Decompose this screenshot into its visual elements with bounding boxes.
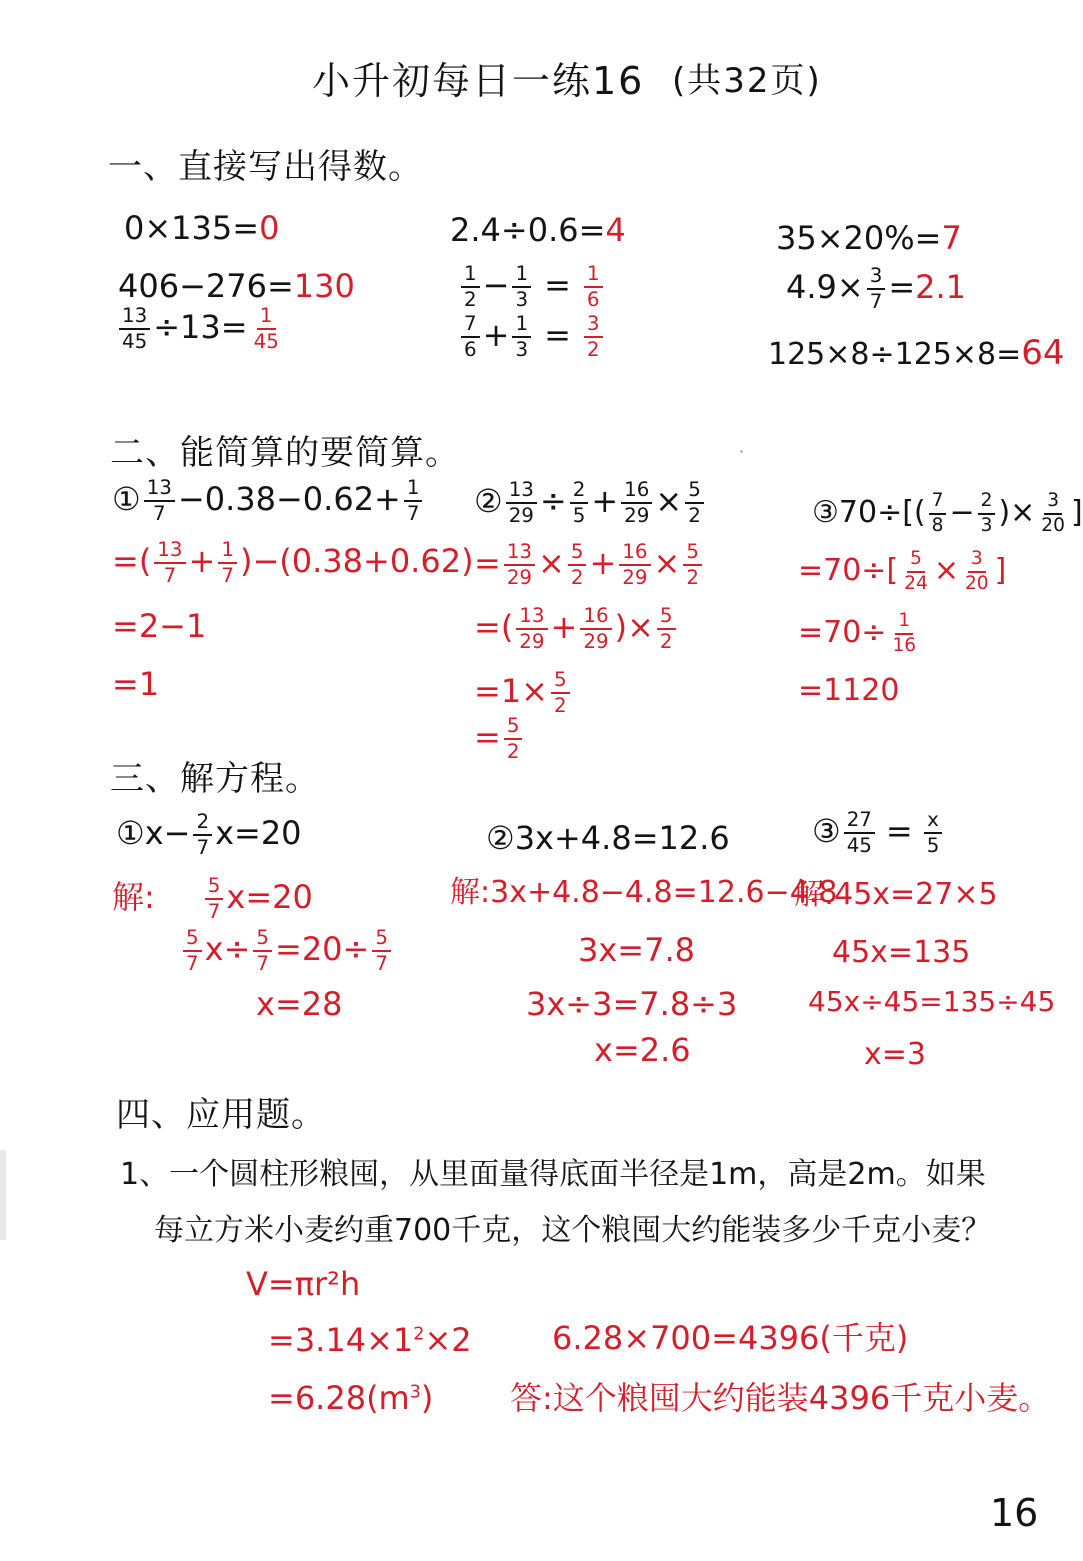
page-number: 16 <box>990 1491 1039 1535</box>
frac <box>924 810 943 856</box>
eq: = <box>888 267 916 306</box>
s1-c2-row2 <box>458 264 606 310</box>
s3-p2-step2: 3x=7.8 <box>578 931 695 969</box>
s4-step2 <box>268 1321 472 1359</box>
s2-p3-step3: =1120 <box>798 673 900 708</box>
num: 1 <box>218 540 237 564</box>
num: 3 <box>584 314 603 338</box>
den: 2 <box>506 739 520 763</box>
s4-question-line1: 1、一个圆柱形粮囤，从里面量得底面半径是1m，高是2m。如果 <box>120 1157 986 1192</box>
expr: )× <box>614 607 654 646</box>
den: 3 <box>980 514 993 536</box>
expr: )−(0.38+0.62) <box>239 541 474 580</box>
den: 2 <box>570 565 584 589</box>
s1-c2-row1 <box>450 211 626 249</box>
den: 8 <box>931 514 944 536</box>
op: + <box>482 315 510 354</box>
frac <box>551 670 570 716</box>
den: 7 <box>869 289 883 313</box>
eq: = <box>544 315 571 354</box>
s3-p1-step1 <box>112 876 313 922</box>
op: × <box>655 481 683 520</box>
frac <box>683 542 702 588</box>
den: 29 <box>506 565 533 589</box>
solution-label: 解: <box>112 877 155 916</box>
den: 7 <box>256 951 269 975</box>
s4-step3 <box>268 1379 434 1417</box>
num: 13 <box>516 606 547 630</box>
s3-p2-step3: 3x÷3=7.8÷3 <box>526 985 738 1023</box>
num: 13 <box>154 540 185 564</box>
problem-number: ② <box>486 819 515 857</box>
num: 5 <box>683 542 702 566</box>
den: 2 <box>659 629 673 653</box>
problem-number: ① <box>116 813 145 852</box>
s2-p1-step1 <box>112 540 474 586</box>
num: 5 <box>568 542 587 566</box>
frac <box>218 540 237 586</box>
num: 3 <box>968 550 986 573</box>
op: + <box>591 481 619 520</box>
page-count: (共32页) <box>672 61 822 101</box>
scan-speck <box>740 450 743 453</box>
frac <box>504 542 535 588</box>
s2-p2-step3 <box>474 670 573 716</box>
s2-p2-step2 <box>474 606 679 652</box>
s4-question-line2: 每立方米小麦约重700千克，这个粮囤大约能装多少千克小麦？ <box>154 1213 992 1248</box>
expr: =( <box>474 607 514 646</box>
section1-heading: 一、直接写出得数。 <box>108 147 423 187</box>
den: 7 <box>186 951 199 975</box>
s1-c1-row3 <box>116 306 285 352</box>
frac <box>512 314 531 360</box>
page-title: 小升初每日一练16 <box>312 59 645 103</box>
expr: = <box>474 717 501 756</box>
op: × <box>538 543 565 582</box>
s2-p1-problem <box>112 478 425 524</box>
exponent: 3 <box>409 1382 421 1403</box>
expr: =70÷[ <box>798 553 899 589</box>
op: × <box>653 543 681 582</box>
den: 6 <box>464 337 477 361</box>
op: × <box>933 553 959 589</box>
den: 2 <box>464 287 477 311</box>
den: 7 <box>163 563 177 587</box>
s1-c2-a2-fraction <box>584 264 603 310</box>
op: ÷ <box>539 481 567 520</box>
num: 5 <box>205 876 224 900</box>
problem-number: ① <box>112 479 141 518</box>
den: 7 <box>152 501 166 525</box>
s3-p1-step2 <box>180 928 394 974</box>
num: 1 <box>584 264 603 288</box>
den: 20 <box>964 572 989 594</box>
num: 5 <box>504 716 523 740</box>
s2-p2-step4 <box>474 716 525 762</box>
s1-c1-a1: 0 <box>259 209 280 247</box>
s1-c1-q3-op: ÷13= <box>153 307 248 346</box>
expr: =3.14×1 <box>268 1321 414 1359</box>
frac <box>978 492 996 535</box>
expr: =70÷ <box>798 615 887 651</box>
expr: =1× <box>474 671 548 710</box>
s1-c2-a3-fraction <box>584 314 603 360</box>
frac <box>193 812 212 858</box>
den: 29 <box>622 565 648 589</box>
section4-heading: 四、应用题。 <box>116 1095 326 1135</box>
frac <box>372 928 391 974</box>
expr: −0.38−0.62+ <box>177 479 401 518</box>
s2-p1-step2: =2−1 <box>112 607 207 645</box>
s4-step1: V=πr²h <box>246 1265 361 1303</box>
den: 7 <box>207 899 221 923</box>
expr: =20÷ <box>275 929 370 968</box>
num: 5 <box>685 480 704 504</box>
s1-c2-row3 <box>458 314 606 360</box>
s1-c1-row2 <box>118 267 355 305</box>
den: 20 <box>1041 514 1065 536</box>
num: 1 <box>895 612 913 635</box>
s2-p1-step3: =1 <box>112 665 160 703</box>
s4-answer: 答:这个粮囤大约能装4396千克小麦。 <box>510 1379 1051 1417</box>
num: 1 <box>257 306 276 330</box>
s1-c1-row1 <box>124 209 280 247</box>
num: 2 <box>193 812 212 836</box>
s2-p2-step1 <box>474 542 705 588</box>
s3-p1-problem <box>116 812 302 858</box>
op: + <box>550 607 578 646</box>
num: 5 <box>253 928 272 952</box>
num: 27 <box>844 810 875 834</box>
s1-c3-q1: 35×20%= <box>776 219 942 257</box>
frac <box>1038 492 1068 535</box>
eq: = <box>885 811 913 850</box>
eq: = <box>474 543 501 582</box>
s3-p3-problem <box>812 810 945 856</box>
op: + <box>589 543 617 582</box>
num: 5 <box>551 670 570 694</box>
section2-heading: 二、能简算的要简算。 <box>110 433 460 473</box>
expr: x− <box>144 813 191 852</box>
s1-c2-q1: 2.4÷0.6= <box>450 211 606 249</box>
frac <box>580 606 611 652</box>
den: 3 <box>515 337 529 361</box>
s1-c3-q3: 125×8÷125×8= <box>768 337 1022 372</box>
den: 6 <box>586 287 600 311</box>
num: 13 <box>119 306 150 330</box>
den: 29 <box>508 503 534 527</box>
s1-c3-a2: 2.1 <box>915 267 967 306</box>
problem-number: ③ <box>812 495 839 531</box>
den: 5 <box>572 503 586 527</box>
num: 16 <box>580 606 611 630</box>
frac <box>621 480 652 526</box>
den: 29 <box>583 629 609 653</box>
s2-p3-problem <box>812 492 1083 535</box>
expr: ] <box>994 553 1007 589</box>
eq: = <box>544 265 571 304</box>
den: 2 <box>688 503 701 527</box>
frac <box>404 478 423 524</box>
den: 45 <box>253 329 279 353</box>
num: 13 <box>504 542 535 566</box>
frac <box>867 266 886 312</box>
expr: =6.28(m <box>268 1379 410 1417</box>
exponent: 2 <box>413 1324 425 1345</box>
den: 5 <box>926 833 940 857</box>
s1-c1-q1: 0×135= <box>124 209 260 247</box>
frac <box>253 928 272 974</box>
s3-p1-step3: x=28 <box>256 985 343 1023</box>
s3-p3-step1: 解:45x=27×5 <box>794 877 998 912</box>
frac <box>657 606 676 652</box>
den: 3 <box>515 287 529 311</box>
expr: ×2 <box>424 1321 472 1359</box>
s1-c1-a3-fraction <box>251 306 282 352</box>
s1-c3-row1 <box>776 219 962 257</box>
num: 3 <box>867 266 886 290</box>
s3-p2-step4: x=2.6 <box>594 1031 691 1069</box>
den: 29 <box>519 629 545 653</box>
frac <box>962 550 992 593</box>
num: 13 <box>144 478 175 502</box>
den: 7 <box>375 951 388 975</box>
expr: ] <box>1070 495 1083 531</box>
frac <box>183 928 202 974</box>
frac <box>929 492 947 535</box>
s3-p3-step3: 45x÷45=135÷45 <box>808 985 1056 1018</box>
s3-p3-step2: 45x=135 <box>832 935 971 970</box>
s1-c2-a1: 4 <box>605 211 626 249</box>
frac <box>504 716 523 762</box>
problem-number: ③ <box>812 811 841 850</box>
op: + <box>188 541 216 580</box>
num: 5 <box>907 550 925 573</box>
num: 7 <box>461 314 480 338</box>
s1-c1-q2: 406−276= <box>118 267 294 305</box>
num: 1 <box>512 264 531 288</box>
den: 2 <box>686 565 699 589</box>
frac <box>516 606 547 652</box>
frac <box>901 550 931 593</box>
den: 45 <box>122 329 148 353</box>
den: 16 <box>892 634 917 656</box>
expr: =( <box>112 541 152 580</box>
expr: )× <box>998 495 1036 531</box>
s4-step4: 6.28×700=4396(千克) <box>552 1319 909 1357</box>
frac <box>568 542 587 588</box>
den: 24 <box>904 572 928 594</box>
num: 5 <box>183 928 202 952</box>
frac <box>154 540 185 586</box>
den: 2 <box>553 693 567 717</box>
num: 1 <box>404 478 423 502</box>
num: 13 <box>506 480 537 504</box>
num: 2 <box>570 480 589 504</box>
expr: x=20 <box>226 877 313 916</box>
expr: ) <box>420 1379 434 1417</box>
frac <box>144 478 175 524</box>
num: x <box>924 810 942 834</box>
s1-c1-a2: 130 <box>293 267 355 305</box>
s1-c3-a3: 64 <box>1021 333 1065 373</box>
num: 5 <box>372 928 391 952</box>
frac <box>685 480 704 526</box>
den: 2 <box>586 337 600 361</box>
num: 3 <box>1044 492 1062 515</box>
num: 16 <box>621 480 652 504</box>
s1-c3-q2: 4.9× <box>786 267 864 306</box>
s1-c3-row2 <box>786 266 966 312</box>
frac <box>889 612 919 655</box>
den: 7 <box>221 563 234 587</box>
frac <box>844 810 875 856</box>
s3-p2-problem <box>486 819 730 857</box>
op: − <box>482 265 510 304</box>
frac <box>506 480 537 526</box>
expr: 70÷[( <box>838 495 926 531</box>
frac <box>570 480 589 526</box>
s3-p3-step4: x=3 <box>864 1037 926 1072</box>
problem-number: ② <box>474 481 503 520</box>
num: 2 <box>978 492 996 515</box>
num: 1 <box>512 314 531 338</box>
expr: 3x+4.8=12.6 <box>514 819 730 857</box>
num: 1 <box>461 264 480 288</box>
frac <box>205 876 224 922</box>
frac <box>461 314 480 360</box>
expr: x=20 <box>215 813 302 852</box>
section3-heading: 三、解方程。 <box>110 759 320 799</box>
frac <box>461 264 480 310</box>
s2-p2-problem <box>474 480 707 526</box>
den: 45 <box>846 833 872 857</box>
frac <box>619 542 650 588</box>
num: 7 <box>929 492 947 515</box>
s2-p3-step1 <box>798 550 1006 593</box>
frac <box>512 264 531 310</box>
s1-c3-a1: 7 <box>941 219 962 257</box>
den: 29 <box>624 503 650 527</box>
scan-edge-stain <box>0 1150 6 1240</box>
den: 7 <box>406 501 420 525</box>
den: 7 <box>196 835 210 859</box>
s2-p3-step2 <box>798 612 922 655</box>
num: 5 <box>657 606 676 630</box>
expr: x÷ <box>204 929 251 968</box>
s1-c1-q3-fraction <box>119 306 150 352</box>
num: 16 <box>619 542 650 566</box>
s1-c3-row3 <box>768 333 1065 373</box>
op: − <box>949 495 975 531</box>
s3-p2-step1: 解:3x+4.8−4.8=12.6−4.8 <box>450 875 838 910</box>
